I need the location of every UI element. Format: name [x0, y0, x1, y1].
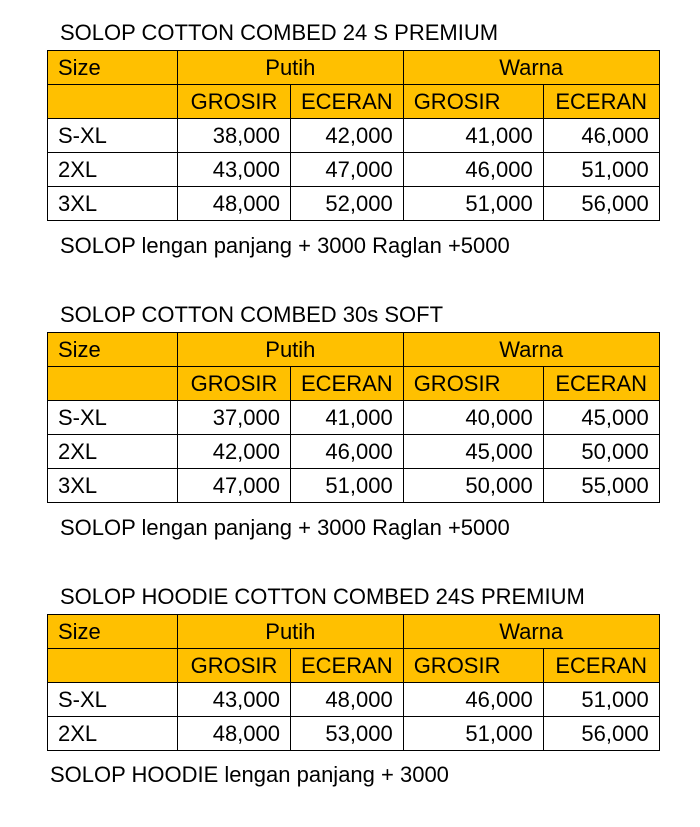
table-row — [48, 435, 660, 469]
eceran-header: ECERAN — [291, 367, 404, 401]
warna-header: Warna — [403, 51, 659, 85]
table-header-row — [48, 333, 660, 367]
empty-cell — [48, 649, 178, 683]
table-header-row — [48, 51, 660, 85]
putih-header: Putih — [178, 51, 404, 85]
grosir-header: GROSIR — [178, 85, 291, 119]
eceran-header: ECERAN — [291, 85, 404, 119]
price-cell: 38,000 — [178, 119, 291, 153]
table-header-row — [48, 615, 660, 649]
price-cell: 46,000 — [543, 119, 659, 153]
price-cell: 46,000 — [403, 683, 543, 717]
price-cell: 43,000 — [178, 683, 291, 717]
table-row — [48, 683, 660, 717]
price-cell: 45,000 — [543, 401, 659, 435]
size-cell: 3XL — [48, 187, 178, 221]
grosir-header: GROSIR — [178, 649, 291, 683]
size-header: Size — [48, 333, 178, 367]
price-cell: 37,000 — [178, 401, 291, 435]
price-cell: 51,000 — [403, 717, 543, 751]
price-cell: 53,000 — [291, 717, 404, 751]
eceran-header: ECERAN — [543, 85, 659, 119]
table-subheader-row — [48, 649, 660, 683]
table-row — [48, 153, 660, 187]
price-cell: 41,000 — [403, 119, 543, 153]
section-note: SOLOP lengan panjang + 3000 Raglan +5000 — [60, 233, 510, 258]
section-note: SOLOP HOODIE lengan panjang + 3000 — [50, 762, 449, 787]
empty-cell — [48, 367, 178, 401]
table-row — [48, 187, 660, 221]
table-row — [48, 717, 660, 751]
price-cell: 47,000 — [291, 153, 404, 187]
size-cell: S-XL — [48, 401, 178, 435]
putih-header: Putih — [178, 615, 404, 649]
putih-header: Putih — [178, 333, 404, 367]
price-cell: 46,000 — [291, 435, 404, 469]
section-title: SOLOP COTTON COMBED 30s SOFT — [60, 302, 444, 327]
size-header: Size — [48, 51, 178, 85]
section-title: SOLOP COTTON COMBED 24 S PREMIUM — [60, 20, 499, 45]
price-cell: 42,000 — [291, 119, 404, 153]
price-table — [47, 50, 660, 221]
price-cell: 51,000 — [543, 683, 659, 717]
grosir-header: GROSIR — [403, 649, 543, 683]
price-cell: 47,000 — [178, 469, 291, 503]
price-table — [47, 614, 660, 751]
section-title: SOLOP HOODIE COTTON COMBED 24S PREMIUM — [60, 584, 585, 609]
section-note: SOLOP lengan panjang + 3000 Raglan +5000 — [60, 515, 510, 540]
price-cell: 50,000 — [403, 469, 543, 503]
price-cell: 40,000 — [403, 401, 543, 435]
size-cell: 2XL — [48, 153, 178, 187]
grosir-header: GROSIR — [403, 85, 543, 119]
price-cell: 48,000 — [291, 683, 404, 717]
warna-header: Warna — [403, 615, 659, 649]
eceran-header: ECERAN — [291, 649, 404, 683]
grosir-header: GROSIR — [403, 367, 543, 401]
price-cell: 55,000 — [543, 469, 659, 503]
table-subheader-row — [48, 367, 660, 401]
price-cell: 45,000 — [403, 435, 543, 469]
price-cell: 56,000 — [543, 187, 659, 221]
price-cell: 41,000 — [291, 401, 404, 435]
price-cell: 50,000 — [543, 435, 659, 469]
size-cell: 2XL — [48, 435, 178, 469]
size-cell: 2XL — [48, 717, 178, 751]
size-cell: S-XL — [48, 119, 178, 153]
table-row — [48, 119, 660, 153]
size-cell: S-XL — [48, 683, 178, 717]
price-cell: 48,000 — [178, 717, 291, 751]
table-row — [48, 401, 660, 435]
warna-header: Warna — [403, 333, 659, 367]
eceran-header: ECERAN — [543, 649, 659, 683]
price-cell: 51,000 — [291, 469, 404, 503]
price-cell: 52,000 — [291, 187, 404, 221]
empty-cell — [48, 85, 178, 119]
price-cell: 51,000 — [543, 153, 659, 187]
table-row — [48, 469, 660, 503]
price-cell: 43,000 — [178, 153, 291, 187]
eceran-header: ECERAN — [543, 367, 659, 401]
price-cell: 51,000 — [403, 187, 543, 221]
size-header: Size — [48, 615, 178, 649]
price-cell: 56,000 — [543, 717, 659, 751]
price-cell: 46,000 — [403, 153, 543, 187]
price-cell: 48,000 — [178, 187, 291, 221]
grosir-header: GROSIR — [178, 367, 291, 401]
price-table — [47, 332, 660, 503]
price-cell: 42,000 — [178, 435, 291, 469]
table-subheader-row — [48, 85, 660, 119]
size-cell: 3XL — [48, 469, 178, 503]
